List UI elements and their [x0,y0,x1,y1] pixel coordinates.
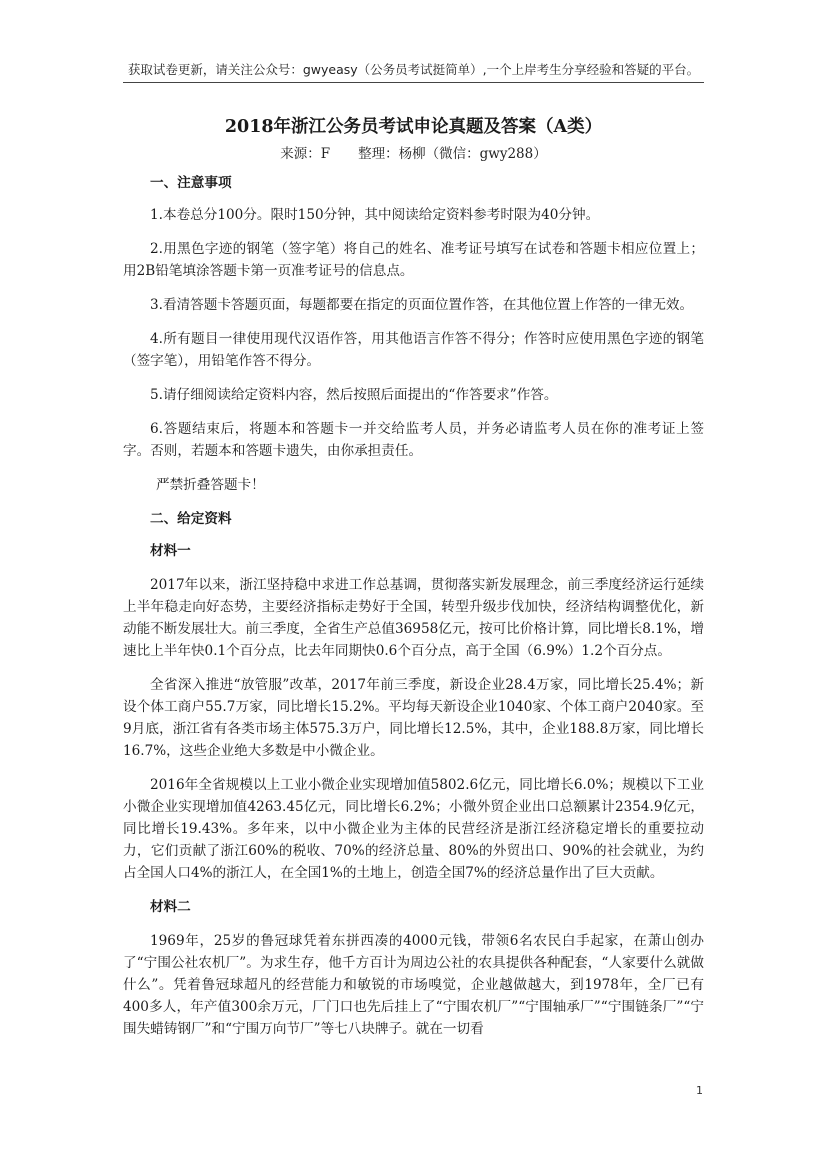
header-notice: 获取试卷更新，请关注公众号：gwyeasy（公务员考试挺简单）,一个上岸考生分享经验和答疑的平台。 [127,62,700,77]
page-number: 1 [696,1084,703,1097]
note-item: 4.所有题目一律使用现代汉语作答，用其他语言作答不得分；作答时应使用黑色字迹的钢笔（签字笔），用铅笔作答不得分。 [123,331,704,369]
source-editor: 整理：杨柳（微信：gwy288） [358,146,547,162]
material-paragraph: 全省深入推进“放管服”改革，2017年前三季度，新设企业28.4万家，同比增长25.4%；新设个体工商户55.7万家，同比增长15.2%。平均每天新设企业1040家、个体工商户2040家。至9月底，浙江省有各类市场主体575.3万户，同比增长12.5%，其中，企业188.8万家，同比增长16.7%，这些企业绝大多数是中小微企业。 [123,677,704,759]
material-heading: 材料二 [150,899,191,915]
note-item: 6.答题结束后，将题本和答题卡一并交给监考人员，并务必请监考人员在你的准考证上签字。否则，若题本和答题卡遗失，由你承担责任。 [123,421,704,459]
material-paragraph: 2017年以来，浙江坚持稳中求进工作总基调，贯彻落实新发展理念，前三季度经济运行延续上半年稳走向好态势，主要经济指标走势好于全国，转型升级步伐加快，经济结构调整优化，新动能不断发展壮大。前三季度，全省生产总值36958亿元，按可比价格计算，同比增长8.1%，增速比上半年快0.1个百分点，比去年同期快0.6个百分点，高于全国（6.9%）1.2个百分点。 [123,577,704,659]
source-from: 来源：F [280,146,331,162]
header-divider [123,82,704,83]
document-title: 2018年浙江公务员考试申论真题及答案（A类） [224,117,603,137]
document-body [123,172,704,1052]
note-item: 3.看清答题卡答题页面，每题都要在指定的页面位置作答，在其他位置上作答的一律无效。 [150,297,694,313]
material-paragraph: 1969年，25岁的鲁冠球凭着东拼西凑的4000元钱，带领6名农民白手起家，在萧山创办了“宁围公社农机厂”。为求生存，他千方百计为周边公社的农具提供各种配套，“人家要什么就做什么”。凭着鲁冠球超凡的经营能力和敏锐的市场嗅觉，企业越做越大，到1978年，全厂已有400多人，年产值300余万元，厂门口也先后挂上了“宁围农机厂”“宁围轴承厂”“宁围链条厂”“宁围失蜡铸钢厂”和“宁围万向节厂”等七八块牌子。就在一切看 [123,933,704,1037]
note-item: 1.本卷总分100分。限时150分钟，其中阅读给定资料参考时限为40分钟。 [150,207,600,223]
material-paragraph: 2016年全省规模以上工业小微企业实现增加值5802.6亿元，同比增长6.0%；规模以下工业小微企业实现增加值4263.45亿元，同比增长6.2%；小微外贸企业出口总额累计2354.9亿元，同比增长19.43%。多年来，以中小微企业为主体的民营经济是浙江经济稳定增长的重要拉动力，它们贡献了浙江60%的税收、70%的经济总量、80%的外贸出口、90%的社会就业，为约占全国人口4%的浙江人，在全国1%的土地上，创造全国7%的经济总量作出了巨大贡献。 [123,777,704,881]
section-heading-notes: 一、注意事项 [150,175,232,191]
document-source [0,142,827,162]
note-item: 5.请仔细阅读给定资料内容，然后按照后面提出的“作答要求”作答。 [150,387,558,403]
warning-text: 严禁折叠答题卡！ [156,477,265,493]
section-heading-materials: 二、给定资料 [150,511,232,527]
note-item: 2.用黑色字迹的钢笔（签字笔）将自己的姓名、准考证号填写在试卷和答题卡相应位置上；用2B铅笔填涂答题卡第一页准考证号的信息点。 [123,241,704,279]
material-heading: 材料一 [150,543,191,559]
